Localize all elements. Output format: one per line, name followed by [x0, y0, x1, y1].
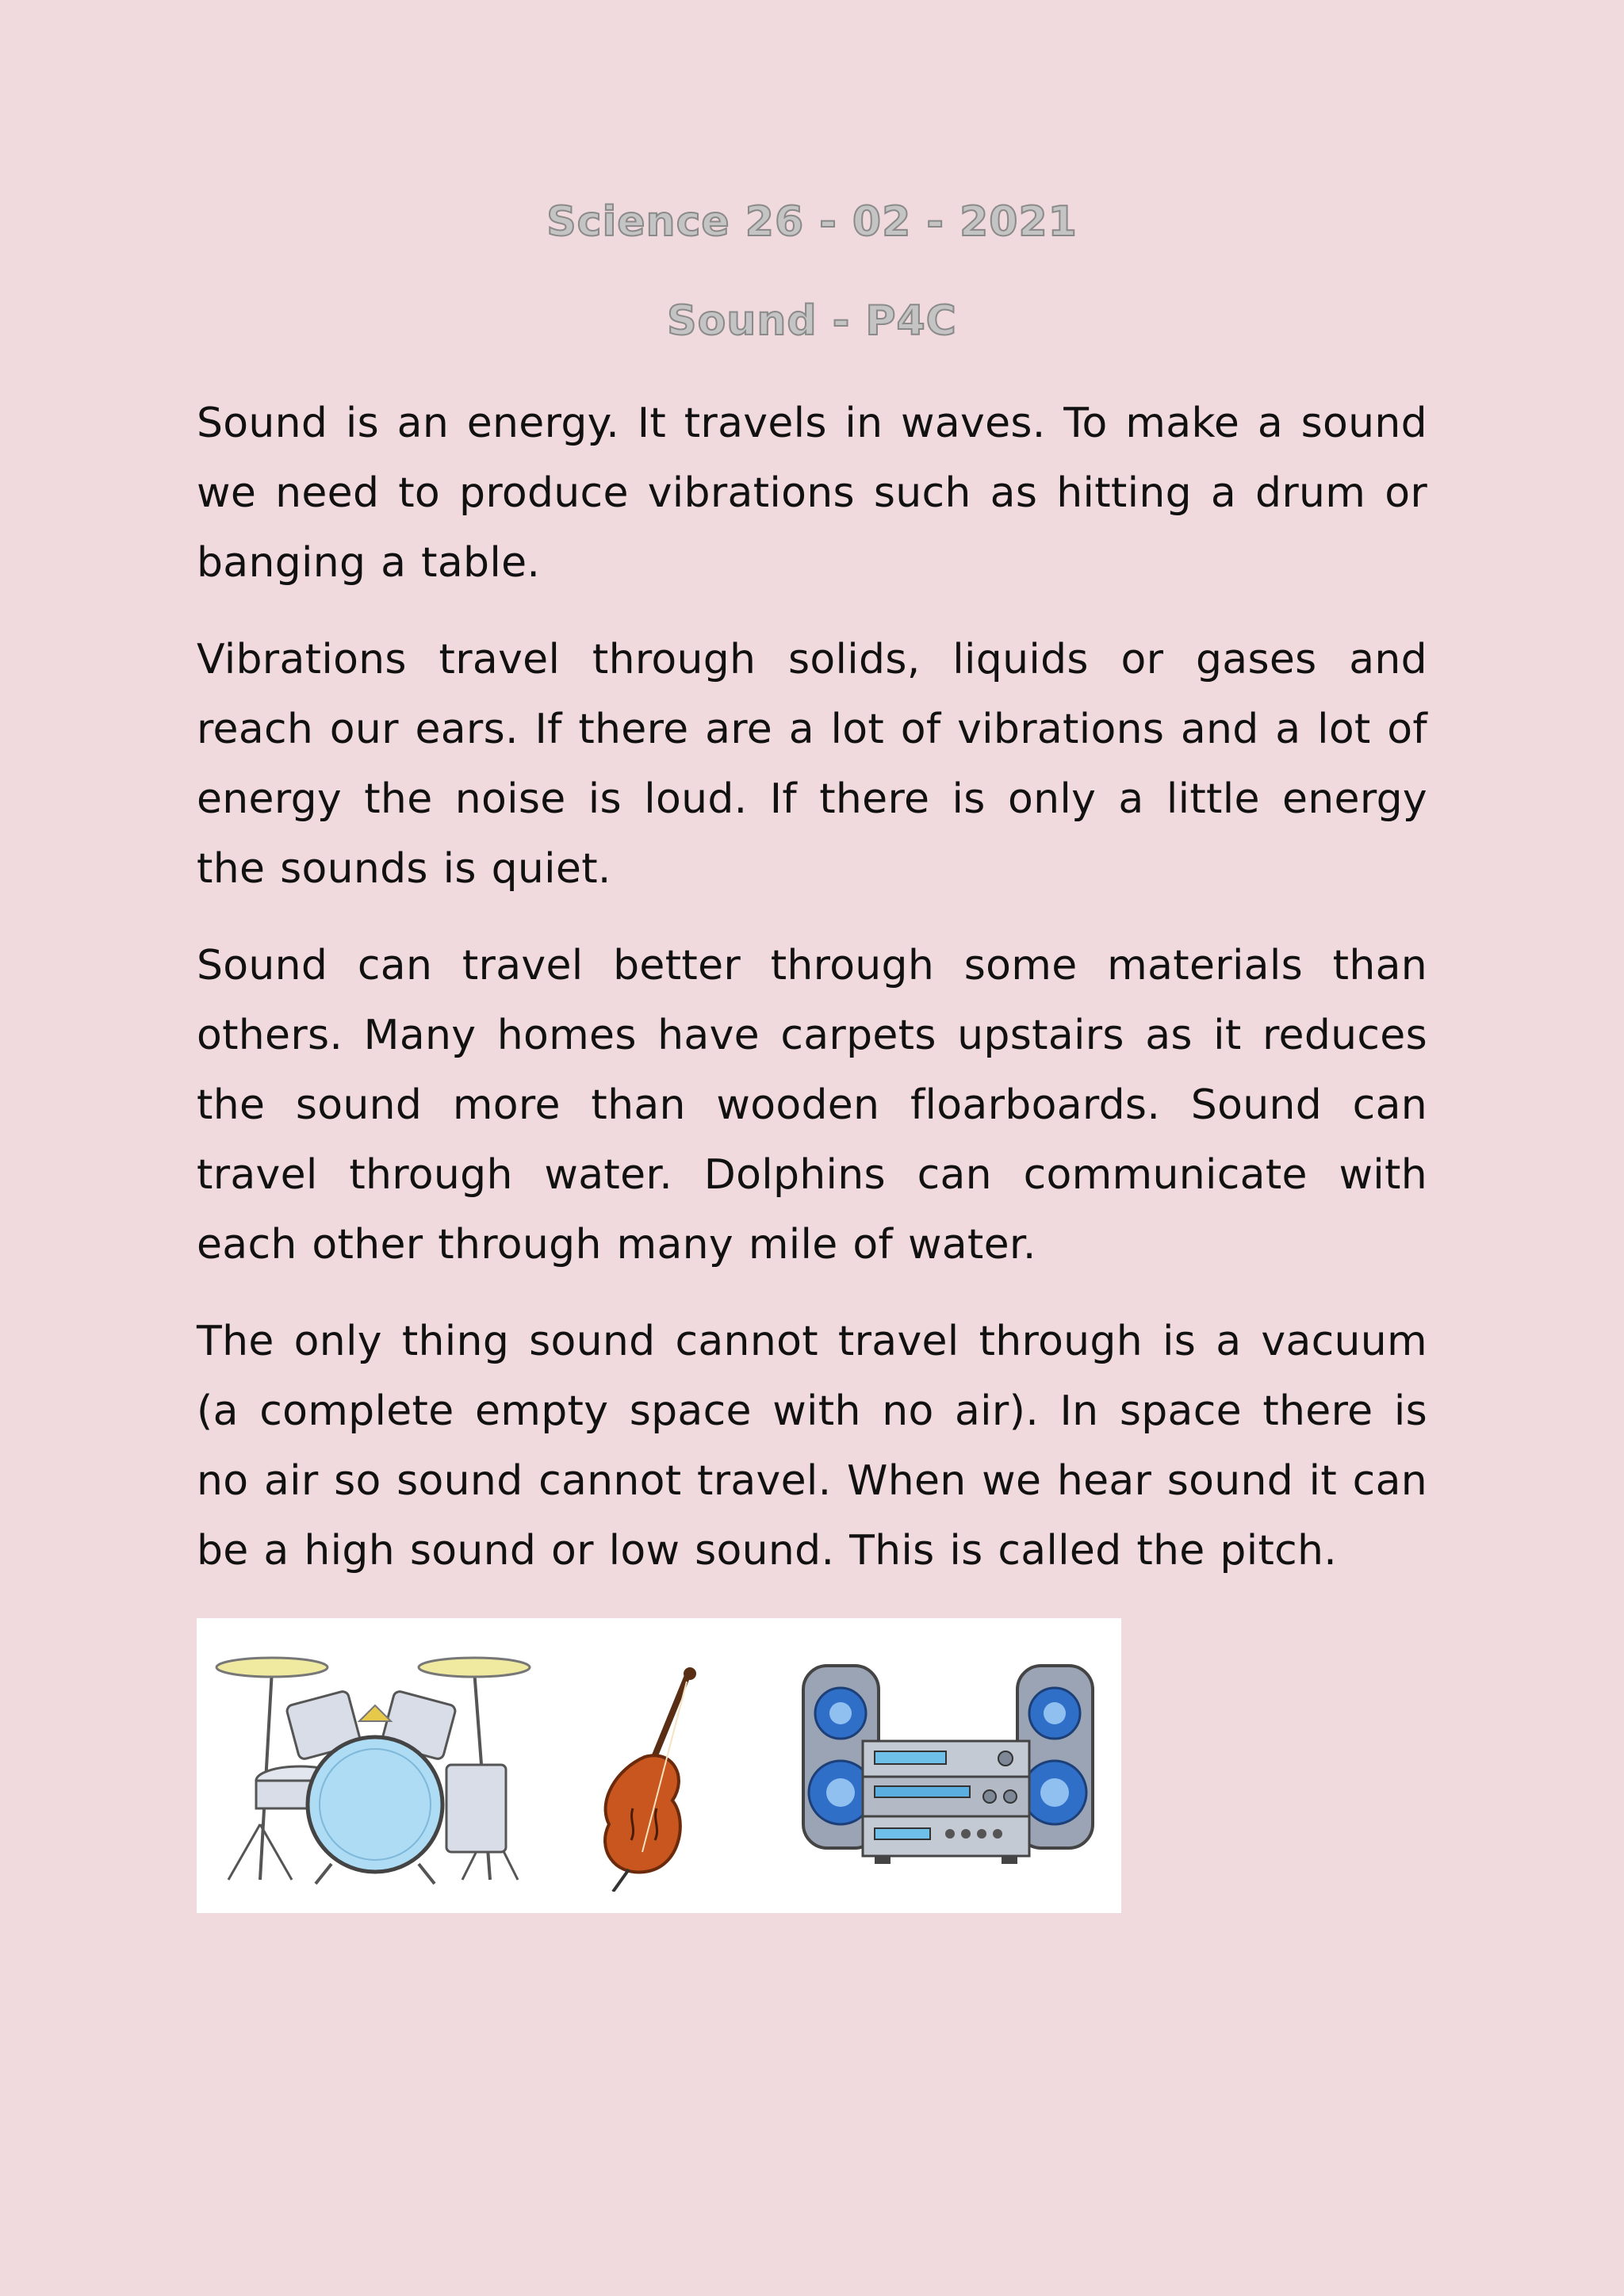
- body-text: [197, 388, 1427, 1613]
- paragraph-1: Sound is an energy. It travels in waves. To make a sound we need to produce vibrations such as hitting a drum or banging a table.: [197, 400, 1427, 587]
- sound-sources-illustration: [197, 1618, 1121, 1913]
- paragraph-4: The only thing sound cannot travel through is a vacuum (a complete empty space with no air). In space there is no air so sound cannot travel. When we hear sound it can be a high sound or low sound. This is called the pitch.: [197, 1318, 1427, 1575]
- page-title: Science 26 - 02 - 2021: [546, 198, 1078, 246]
- paragraph-3: Sound can travel better through some materials than others. Many homes have carpets upstairs as it reduces the sound more than wooden floarboards. Sound can travel through water. Dolphins can communicate with each other through many mile of water.: [197, 942, 1427, 1269]
- cello-icon: [569, 1662, 744, 1892]
- drum-kit-icon: [213, 1642, 546, 1896]
- stereo-system-icon: [799, 1650, 1101, 1888]
- page-subtitle: Sound - P4C: [667, 297, 957, 345]
- paragraph-2: Vibrations travel through solids, liquids or gases and reach our ears. If there are a lot of vibrations and a lot of energy the noise is loud. If there is only a little energy the sounds is quiet.: [197, 636, 1427, 893]
